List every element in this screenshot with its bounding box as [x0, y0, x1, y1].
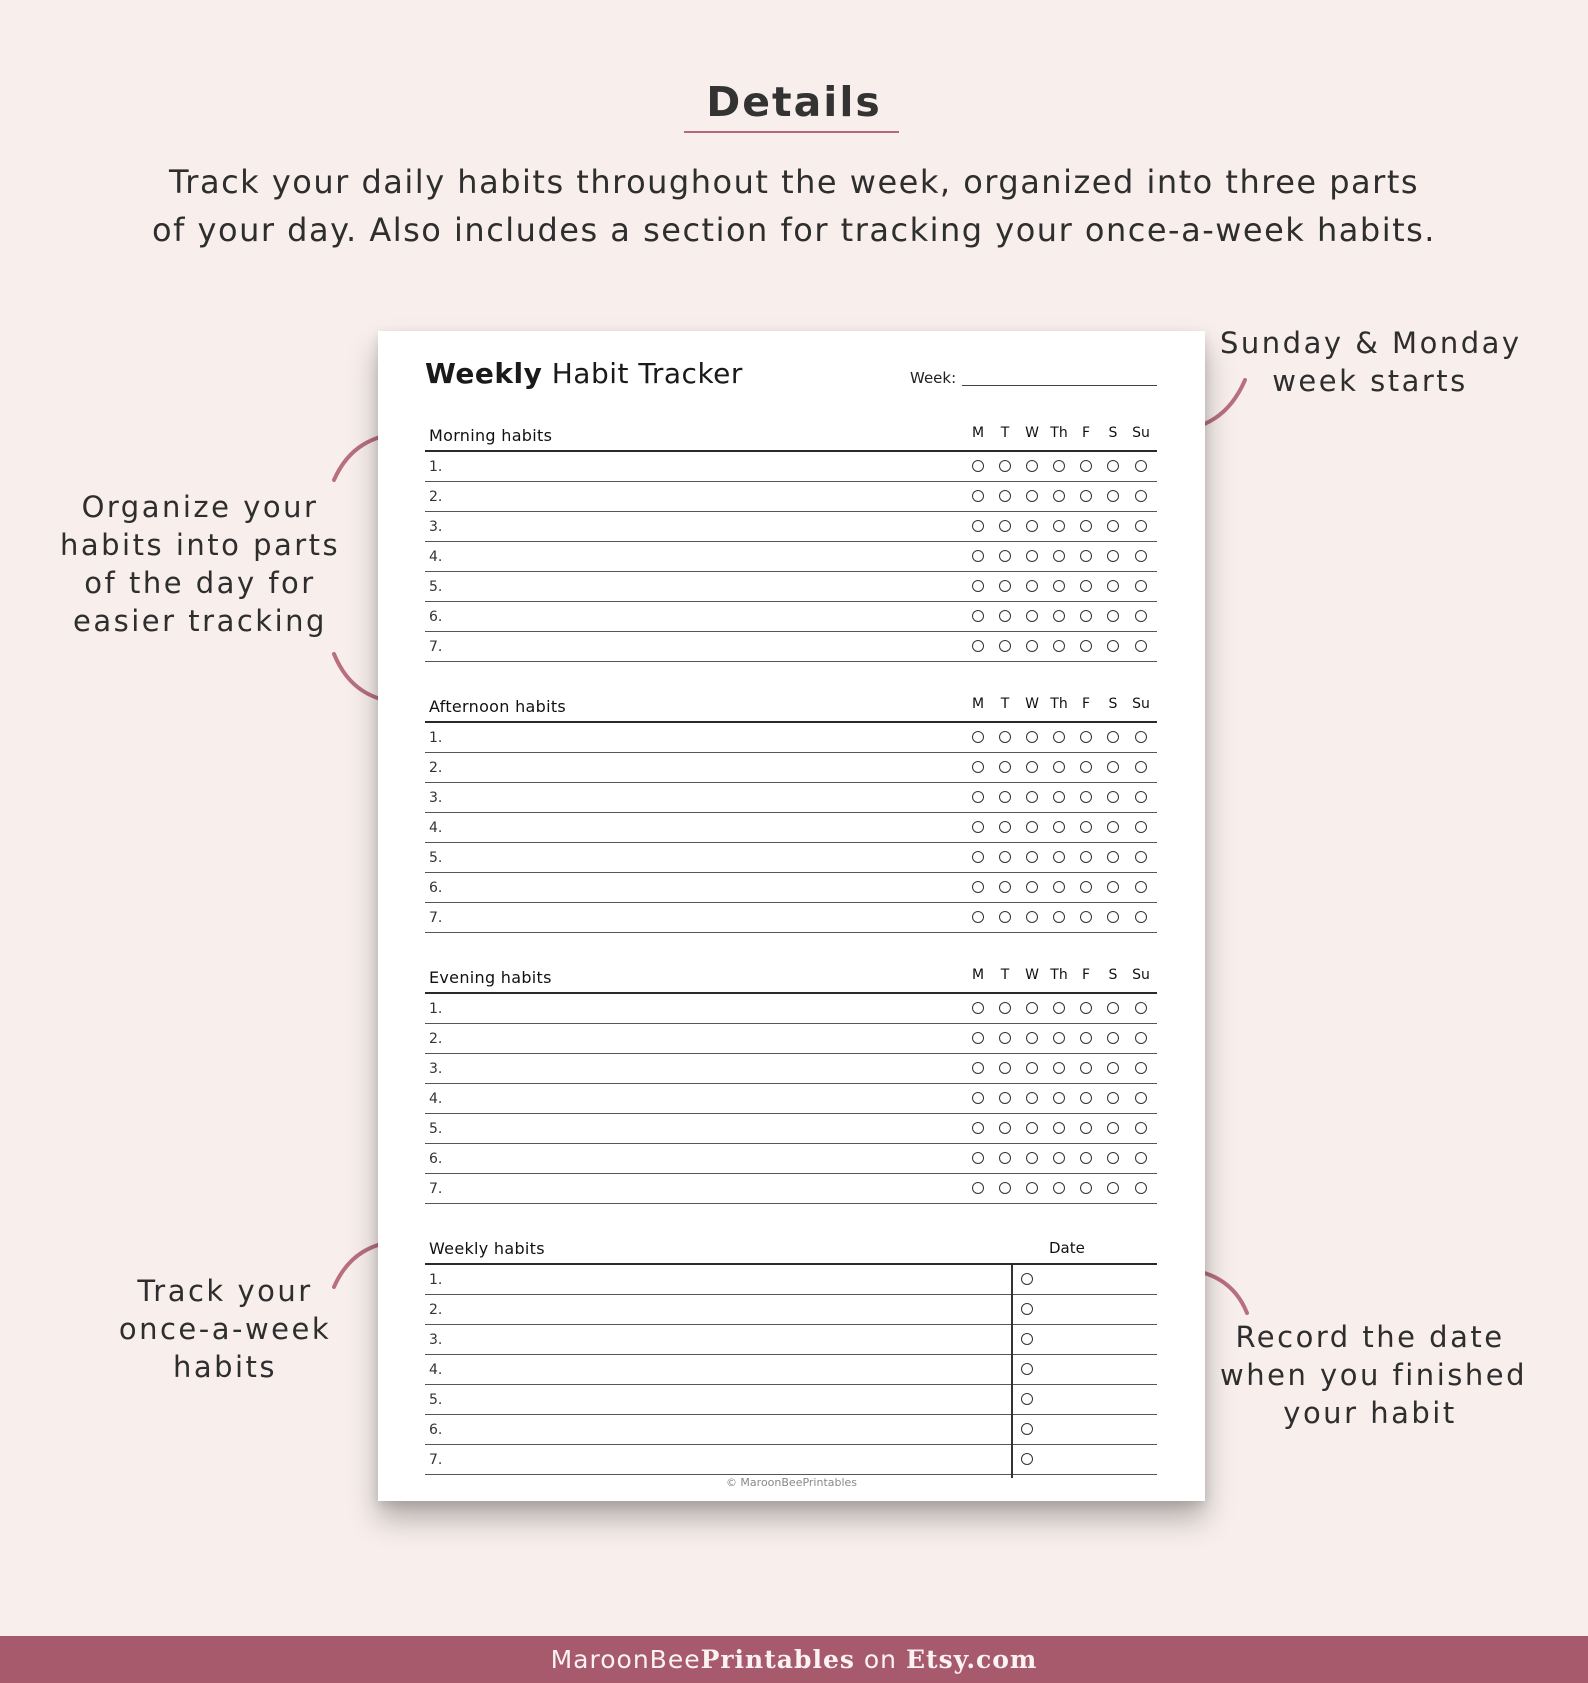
- checkbox-circle-s[interactable]: [1107, 490, 1119, 502]
- checkbox-circle-m[interactable]: [972, 490, 984, 502]
- weekly-header: [425, 1233, 1157, 1265]
- row-number: 6.: [429, 1151, 443, 1167]
- morning-section: [425, 420, 1157, 662]
- checkbox-circle-s[interactable]: [1107, 1062, 1119, 1074]
- date-checkbox-circle[interactable]: [1021, 1273, 1033, 1285]
- afternoon-row[interactable]: [425, 843, 1157, 873]
- checkbox-circle-w[interactable]: [1026, 1182, 1038, 1194]
- checkbox-circle-w[interactable]: [1026, 1122, 1038, 1134]
- afternoon-header: [425, 691, 1157, 723]
- day-header-w: W: [1025, 425, 1039, 441]
- row-number: 4.: [429, 820, 443, 836]
- checkbox-circle-th[interactable]: [1053, 731, 1065, 743]
- checkbox-circle-f[interactable]: [1080, 881, 1092, 893]
- afternoon-section: [425, 691, 1157, 933]
- evening-row[interactable]: [425, 1054, 1157, 1084]
- checkbox-circle-w[interactable]: [1026, 640, 1038, 652]
- checkbox-circle-f[interactable]: [1080, 520, 1092, 532]
- checkbox-circle-s[interactable]: [1107, 1182, 1119, 1194]
- checkbox-circle-f[interactable]: [1080, 761, 1092, 773]
- row-number: 3.: [429, 1332, 443, 1348]
- day-header-s: S: [1108, 967, 1118, 983]
- afternoon-row[interactable]: [425, 903, 1157, 933]
- row-number: 2.: [429, 1302, 443, 1318]
- checkbox-circle-m[interactable]: [972, 1182, 984, 1194]
- day-header-t: T: [1000, 696, 1010, 712]
- checkbox-circle-f[interactable]: [1080, 1032, 1092, 1044]
- row-number: 7.: [429, 1452, 443, 1468]
- row-number: 3.: [429, 519, 443, 535]
- checkbox-circle-su[interactable]: [1135, 460, 1147, 472]
- checkbox-circle-th[interactable]: [1053, 580, 1065, 592]
- checkbox-circle-th[interactable]: [1053, 851, 1065, 863]
- sheet-title-rest: Habit Tracker: [551, 357, 743, 390]
- checkbox-circle-f[interactable]: [1080, 460, 1092, 472]
- callout-organize: Organize your habits into parts of the day for easier tracking: [60, 490, 341, 638]
- callout-record-date: Record the date when you finished your habit: [1220, 1320, 1527, 1430]
- checkbox-circle-su[interactable]: [1135, 761, 1147, 773]
- checkbox-circle-s[interactable]: [1107, 640, 1119, 652]
- checkbox-circle-m[interactable]: [972, 731, 984, 743]
- footer-bar: [0, 1636, 1588, 1683]
- morning-row[interactable]: [425, 542, 1157, 572]
- weekly-row[interactable]: [425, 1265, 1157, 1295]
- checkbox-circle-su[interactable]: [1135, 1032, 1147, 1044]
- checkbox-circle-t[interactable]: [999, 1062, 1011, 1074]
- row-number: 5.: [429, 1121, 443, 1137]
- planner-sheet: [378, 331, 1205, 1501]
- week-label: Week:: [910, 369, 957, 387]
- day-header-m: M: [971, 696, 985, 712]
- checkbox-circle-t[interactable]: [999, 1032, 1011, 1044]
- row-number: 3.: [429, 1061, 443, 1077]
- day-header-su: Su: [1132, 696, 1150, 712]
- checkbox-circle-th[interactable]: [1053, 821, 1065, 833]
- checkbox-circle-w[interactable]: [1026, 1152, 1038, 1164]
- checkbox-circle-th[interactable]: [1053, 791, 1065, 803]
- row-number: 1.: [429, 1272, 443, 1288]
- checkbox-circle-f[interactable]: [1080, 1182, 1092, 1194]
- checkbox-circle-f[interactable]: [1080, 1152, 1092, 1164]
- checkbox-circle-t[interactable]: [999, 1152, 1011, 1164]
- morning-row[interactable]: [425, 572, 1157, 602]
- evening-row[interactable]: [425, 994, 1157, 1024]
- checkbox-circle-m[interactable]: [972, 1122, 984, 1134]
- morning-header: [425, 420, 1157, 452]
- checkbox-circle-t[interactable]: [999, 610, 1011, 622]
- checkbox-circle-s[interactable]: [1107, 610, 1119, 622]
- row-number: 6.: [429, 880, 443, 896]
- checkbox-circle-t[interactable]: [999, 1002, 1011, 1014]
- day-header-s: S: [1108, 425, 1118, 441]
- checkbox-circle-w[interactable]: [1026, 821, 1038, 833]
- afternoon-row[interactable]: [425, 783, 1157, 813]
- checkbox-circle-w[interactable]: [1026, 460, 1038, 472]
- weekly-section: [425, 1233, 1157, 1475]
- row-number: 4.: [429, 1091, 443, 1107]
- weekly-row[interactable]: [425, 1415, 1157, 1445]
- date-checkbox-circle[interactable]: [1021, 1453, 1033, 1465]
- row-number: 7.: [429, 1181, 443, 1197]
- checkbox-circle-su[interactable]: [1135, 1092, 1147, 1104]
- row-number: 2.: [429, 489, 443, 505]
- checkbox-circle-m[interactable]: [972, 1152, 984, 1164]
- morning-row[interactable]: [425, 452, 1157, 482]
- checkbox-circle-th[interactable]: [1053, 640, 1065, 652]
- row-number: 7.: [429, 910, 443, 926]
- week-input-line[interactable]: [962, 385, 1157, 386]
- checkbox-circle-th[interactable]: [1053, 610, 1065, 622]
- day-header-su: Su: [1132, 967, 1150, 983]
- date-checkbox-circle[interactable]: [1021, 1363, 1033, 1375]
- checkbox-circle-s[interactable]: [1107, 1092, 1119, 1104]
- checkbox-circle-s[interactable]: [1107, 761, 1119, 773]
- checkbox-circle-th[interactable]: [1053, 1092, 1065, 1104]
- row-number: 3.: [429, 790, 443, 806]
- day-header-th: Th: [1050, 696, 1068, 712]
- checkbox-circle-m[interactable]: [972, 640, 984, 652]
- checkbox-circle-w[interactable]: [1026, 610, 1038, 622]
- checkbox-circle-s[interactable]: [1107, 731, 1119, 743]
- checkbox-circle-f[interactable]: [1080, 851, 1092, 863]
- checkbox-circle-t[interactable]: [999, 490, 1011, 502]
- evening-row[interactable]: [425, 1024, 1157, 1054]
- checkbox-circle-s[interactable]: [1107, 851, 1119, 863]
- day-header-s: S: [1108, 696, 1118, 712]
- afternoon-row[interactable]: [425, 813, 1157, 843]
- checkbox-circle-w[interactable]: [1026, 881, 1038, 893]
- checkbox-circle-m[interactable]: [972, 1062, 984, 1074]
- weekly-row[interactable]: [425, 1295, 1157, 1325]
- evening-section: [425, 962, 1157, 1204]
- row-number: 5.: [429, 579, 443, 595]
- intro-line-2: of your day. Also includes a section for tracking your once-a-week habits.: [152, 211, 1436, 249]
- checkbox-circle-m[interactable]: [972, 1032, 984, 1044]
- row-number: 2.: [429, 1031, 443, 1047]
- day-header-t: T: [1000, 425, 1010, 441]
- checkbox-circle-su[interactable]: [1135, 490, 1147, 502]
- checkbox-circle-su[interactable]: [1135, 881, 1147, 893]
- day-header-w: W: [1025, 967, 1039, 983]
- morning-row[interactable]: [425, 512, 1157, 542]
- checkbox-circle-t[interactable]: [999, 640, 1011, 652]
- evening-title: Evening habits: [429, 968, 552, 987]
- afternoon-row[interactable]: [425, 753, 1157, 783]
- sheet-copyright: © MaroonBeePrintables: [725, 1476, 858, 1489]
- evening-row[interactable]: [425, 1114, 1157, 1144]
- evening-row[interactable]: [425, 1144, 1157, 1174]
- checkbox-circle-s[interactable]: [1107, 520, 1119, 532]
- row-number: 1.: [429, 730, 443, 746]
- evening-row[interactable]: [425, 1174, 1157, 1204]
- day-header-su: Su: [1132, 425, 1150, 441]
- checkbox-circle-f[interactable]: [1080, 731, 1092, 743]
- checkbox-circle-m[interactable]: [972, 460, 984, 472]
- day-header-f: F: [1081, 967, 1091, 983]
- sheet-title: [425, 357, 743, 390]
- day-header-m: M: [971, 425, 985, 441]
- checkbox-circle-m[interactable]: [972, 1002, 984, 1014]
- row-number: 4.: [429, 549, 443, 565]
- row-number: 6.: [429, 609, 443, 625]
- checkbox-circle-m[interactable]: [972, 520, 984, 532]
- weekly-row[interactable]: [425, 1355, 1157, 1385]
- checkbox-circle-m[interactable]: [972, 610, 984, 622]
- checkbox-circle-s[interactable]: [1107, 460, 1119, 472]
- checkbox-circle-w[interactable]: [1026, 911, 1038, 923]
- checkbox-circle-f[interactable]: [1080, 1062, 1092, 1074]
- checkbox-circle-t[interactable]: [999, 460, 1011, 472]
- checkbox-circle-t[interactable]: [999, 731, 1011, 743]
- checkbox-circle-s[interactable]: [1107, 821, 1119, 833]
- checkbox-circle-su[interactable]: [1135, 550, 1147, 562]
- checkbox-circle-su[interactable]: [1135, 731, 1147, 743]
- date-header: Date: [1049, 1239, 1085, 1257]
- checkbox-circle-s[interactable]: [1107, 580, 1119, 592]
- checkbox-circle-f[interactable]: [1080, 580, 1092, 592]
- checkbox-circle-s[interactable]: [1107, 881, 1119, 893]
- checkbox-circle-f[interactable]: [1080, 1092, 1092, 1104]
- checkbox-circle-th[interactable]: [1053, 1062, 1065, 1074]
- checkbox-circle-s[interactable]: [1107, 1152, 1119, 1164]
- checkbox-circle-su[interactable]: [1135, 1002, 1147, 1014]
- callout-weekly: Track your once-a-week habits: [118, 1274, 332, 1384]
- checkbox-circle-t[interactable]: [999, 520, 1011, 532]
- checkbox-circle-m[interactable]: [972, 580, 984, 592]
- checkbox-circle-m[interactable]: [972, 911, 984, 923]
- checkbox-circle-m[interactable]: [972, 881, 984, 893]
- checkbox-circle-f[interactable]: [1080, 911, 1092, 923]
- footer-site[interactable]: Etsy.com: [905, 1645, 1038, 1674]
- evening-row[interactable]: [425, 1084, 1157, 1114]
- afternoon-title: Afternoon habits: [429, 697, 567, 716]
- callout-week-starts: Sunday & Monday week starts: [1220, 326, 1522, 398]
- checkbox-circle-m[interactable]: [972, 791, 984, 803]
- row-number: 7.: [429, 639, 443, 655]
- checkbox-circle-s[interactable]: [1107, 1002, 1119, 1014]
- checkbox-circle-f[interactable]: [1080, 1122, 1092, 1134]
- weekly-row[interactable]: [425, 1445, 1157, 1475]
- day-header-w: W: [1025, 696, 1039, 712]
- day-header-th: Th: [1050, 425, 1068, 441]
- row-number: 2.: [429, 760, 443, 776]
- row-number: 6.: [429, 1422, 443, 1438]
- checkbox-circle-w[interactable]: [1026, 580, 1038, 592]
- checkbox-circle-t[interactable]: [999, 911, 1011, 923]
- checkbox-circle-su[interactable]: [1135, 1182, 1147, 1194]
- checkbox-circle-su[interactable]: [1135, 851, 1147, 863]
- checkbox-circle-t[interactable]: [999, 1092, 1011, 1104]
- afternoon-row[interactable]: [425, 723, 1157, 753]
- checkbox-circle-s[interactable]: [1107, 911, 1119, 923]
- row-number: 1.: [429, 459, 443, 475]
- checkbox-circle-su[interactable]: [1135, 1062, 1147, 1074]
- checkbox-circle-w[interactable]: [1026, 1032, 1038, 1044]
- morning-title: Morning habits: [429, 426, 553, 445]
- date-checkbox-circle[interactable]: [1021, 1303, 1033, 1315]
- weekly-row[interactable]: [425, 1385, 1157, 1415]
- checkbox-circle-th[interactable]: [1053, 881, 1065, 893]
- intro-text: [100, 158, 1488, 254]
- date-column-divider: [1011, 1265, 1013, 1478]
- checkbox-circle-t[interactable]: [999, 1122, 1011, 1134]
- checkbox-circle-m[interactable]: [972, 550, 984, 562]
- checkbox-circle-th[interactable]: [1053, 911, 1065, 923]
- checkbox-circle-w[interactable]: [1026, 791, 1038, 803]
- checkbox-circle-s[interactable]: [1107, 1032, 1119, 1044]
- checkbox-circle-t[interactable]: [999, 761, 1011, 773]
- checkbox-circle-w[interactable]: [1026, 1062, 1038, 1074]
- checkbox-circle-s[interactable]: [1107, 791, 1119, 803]
- row-number: 4.: [429, 1362, 443, 1378]
- checkbox-circle-su[interactable]: [1135, 580, 1147, 592]
- checkbox-circle-th[interactable]: [1053, 1032, 1065, 1044]
- checkbox-circle-th[interactable]: [1053, 520, 1065, 532]
- day-header-th: Th: [1050, 967, 1068, 983]
- checkbox-circle-t[interactable]: [999, 821, 1011, 833]
- row-number: 1.: [429, 1001, 443, 1017]
- checkbox-circle-f[interactable]: [1080, 490, 1092, 502]
- checkbox-circle-s[interactable]: [1107, 1122, 1119, 1134]
- checkbox-circle-w[interactable]: [1026, 550, 1038, 562]
- footer-shop-light: MaroonBee: [550, 1645, 701, 1674]
- checkbox-circle-f[interactable]: [1080, 821, 1092, 833]
- heading-underline: [684, 131, 899, 133]
- row-number: 5.: [429, 850, 443, 866]
- sheet-title-bold: Weekly: [425, 357, 543, 390]
- checkbox-circle-w[interactable]: [1026, 1092, 1038, 1104]
- checkbox-circle-m[interactable]: [972, 1092, 984, 1104]
- row-number: 5.: [429, 1392, 443, 1408]
- checkbox-circle-su[interactable]: [1135, 791, 1147, 803]
- page-heading: Details: [706, 78, 882, 126]
- checkbox-circle-m[interactable]: [972, 851, 984, 863]
- footer-connector: on: [863, 1645, 898, 1674]
- date-checkbox-circle[interactable]: [1021, 1393, 1033, 1405]
- checkbox-circle-th[interactable]: [1053, 1182, 1065, 1194]
- afternoon-row[interactable]: [425, 873, 1157, 903]
- checkbox-circle-t[interactable]: [999, 881, 1011, 893]
- checkbox-circle-w[interactable]: [1026, 731, 1038, 743]
- date-checkbox-circle[interactable]: [1021, 1333, 1033, 1345]
- day-header-m: M: [971, 967, 985, 983]
- evening-header: [425, 962, 1157, 994]
- morning-row[interactable]: [425, 482, 1157, 512]
- checkbox-circle-w[interactable]: [1026, 851, 1038, 863]
- checkbox-circle-su[interactable]: [1135, 1152, 1147, 1164]
- checkbox-circle-th[interactable]: [1053, 550, 1065, 562]
- checkbox-circle-f[interactable]: [1080, 791, 1092, 803]
- checkbox-circle-t[interactable]: [999, 1182, 1011, 1194]
- checkbox-circle-w[interactable]: [1026, 1002, 1038, 1014]
- morning-row[interactable]: [425, 602, 1157, 632]
- checkbox-circle-su[interactable]: [1135, 1122, 1147, 1134]
- checkbox-circle-su[interactable]: [1135, 520, 1147, 532]
- day-header-t: T: [1000, 967, 1010, 983]
- checkbox-circle-m[interactable]: [972, 821, 984, 833]
- checkbox-circle-w[interactable]: [1026, 761, 1038, 773]
- checkbox-circle-th[interactable]: [1053, 761, 1065, 773]
- checkbox-circle-w[interactable]: [1026, 520, 1038, 532]
- morning-row[interactable]: [425, 632, 1157, 662]
- checkbox-circle-t[interactable]: [999, 791, 1011, 803]
- day-header-f: F: [1081, 696, 1091, 712]
- checkbox-circle-su[interactable]: [1135, 610, 1147, 622]
- checkbox-circle-s[interactable]: [1107, 550, 1119, 562]
- checkbox-circle-su[interactable]: [1135, 821, 1147, 833]
- weekly-title: Weekly habits: [429, 1239, 545, 1258]
- weekly-row[interactable]: [425, 1325, 1157, 1355]
- checkbox-circle-w[interactable]: [1026, 490, 1038, 502]
- checkbox-circle-f[interactable]: [1080, 610, 1092, 622]
- checkbox-circle-f[interactable]: [1080, 640, 1092, 652]
- checkbox-circle-t[interactable]: [999, 851, 1011, 863]
- checkbox-circle-t[interactable]: [999, 580, 1011, 592]
- checkbox-circle-th[interactable]: [1053, 1122, 1065, 1134]
- checkbox-circle-th[interactable]: [1053, 490, 1065, 502]
- checkbox-circle-f[interactable]: [1080, 550, 1092, 562]
- date-checkbox-circle[interactable]: [1021, 1423, 1033, 1435]
- checkbox-circle-t[interactable]: [999, 550, 1011, 562]
- checkbox-circle-m[interactable]: [972, 761, 984, 773]
- day-header-f: F: [1081, 425, 1091, 441]
- checkbox-circle-su[interactable]: [1135, 911, 1147, 923]
- checkbox-circle-th[interactable]: [1053, 1002, 1065, 1014]
- checkbox-circle-th[interactable]: [1053, 460, 1065, 472]
- footer-shop-bold: Printables: [700, 1645, 855, 1674]
- intro-line-1: Track your daily habits throughout the week, organized into three parts: [168, 163, 1420, 201]
- checkbox-circle-su[interactable]: [1135, 640, 1147, 652]
- checkbox-circle-th[interactable]: [1053, 1152, 1065, 1164]
- checkbox-circle-f[interactable]: [1080, 1002, 1092, 1014]
